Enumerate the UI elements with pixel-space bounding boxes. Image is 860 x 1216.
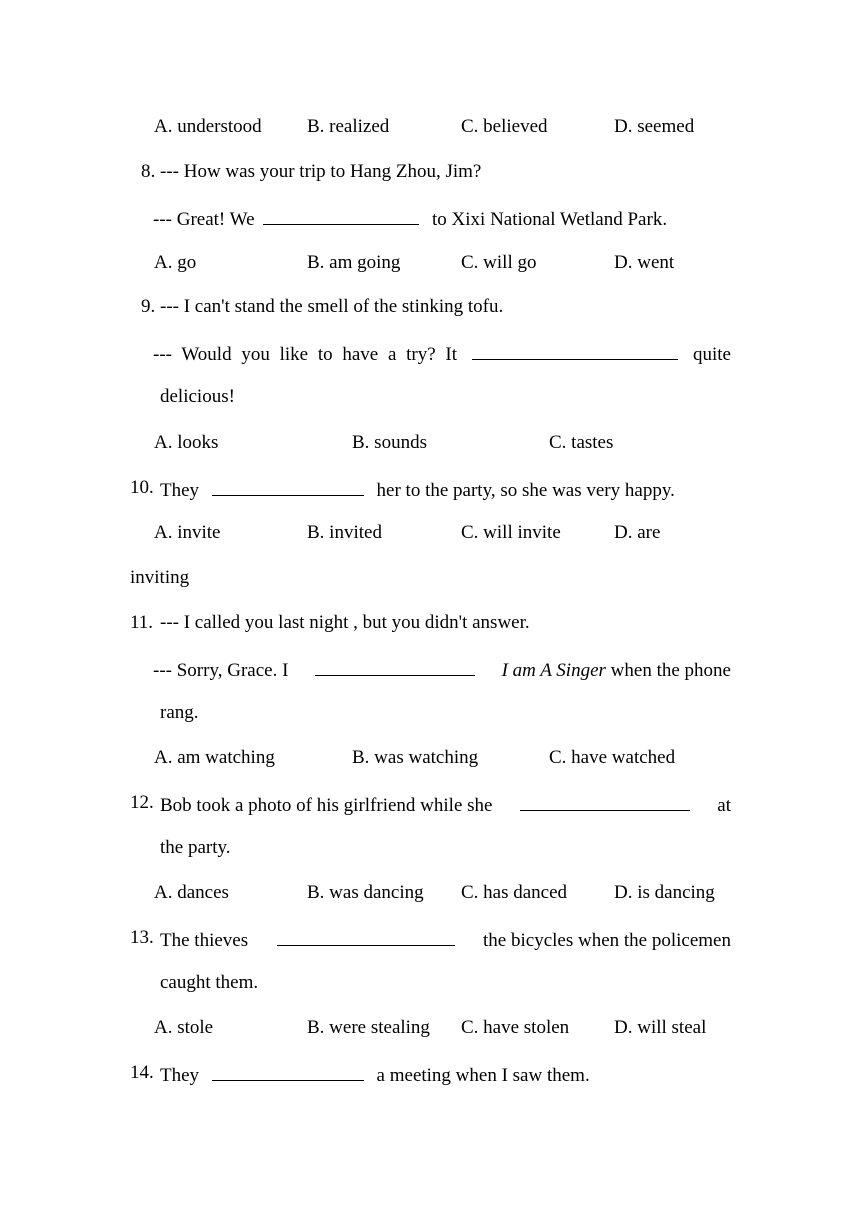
q9-reply-after: quite: [692, 344, 731, 365]
q9-reply-before: --- Would you like to have a try? It: [153, 344, 458, 365]
q13-option-c: C. have stolen: [461, 1017, 570, 1038]
q9-option-b: B. sounds: [352, 432, 427, 453]
q7-option-c: C. believed: [461, 116, 548, 137]
q7-option-d: D. seemed: [614, 116, 695, 137]
q9-question: 9. --- I can't stand the smell of the stinking tofu.: [141, 296, 504, 317]
q7-option-b: B. realized: [307, 116, 390, 137]
q13-before: The thieves: [160, 930, 249, 951]
q10-answer-blank[interactable]: [212, 477, 364, 496]
q8-reply: [153, 206, 667, 231]
q9-reply-continued: delicious!: [160, 386, 235, 407]
q13-number: 13.: [130, 927, 154, 948]
q8-reply-after: to Xixi National Wetland Park.: [432, 209, 668, 230]
q11-reply: [153, 657, 731, 682]
q13-sentence: [160, 927, 731, 952]
q14-before: They: [160, 1065, 200, 1086]
q12-continued: the party.: [160, 837, 231, 858]
q9-option-c: C. tastes: [549, 432, 614, 453]
q14-sentence: [160, 1062, 590, 1087]
q14-number: 14.: [130, 1062, 154, 1083]
q13-option-a: A. stole: [154, 1017, 214, 1038]
q12-number: 12.: [130, 792, 154, 813]
q11-reply-before: --- Sorry, Grace. I: [153, 660, 289, 681]
q11-reply-after: when the phone: [610, 660, 731, 681]
q9-option-a: A. looks: [154, 432, 219, 453]
q10-option-c: C. will invite: [461, 522, 561, 543]
q9-answer-blank[interactable]: [472, 341, 678, 360]
q12-option-c: C. has danced: [461, 882, 568, 903]
q11-option-c: C. have watched: [549, 747, 676, 768]
q8-answer-blank[interactable]: [263, 206, 419, 225]
q10-option-b: B. invited: [307, 522, 382, 543]
q12-after: at: [717, 795, 731, 816]
q13-after: the bicycles when the policemen: [483, 930, 731, 951]
q11-question: --- I called you last night , but you didn't answer.: [160, 612, 530, 633]
q10-sentence: [160, 477, 675, 502]
q11-show-title: I am A Singer: [501, 660, 606, 681]
q10-number: 10.: [130, 477, 154, 498]
q9-reply: [153, 341, 731, 366]
q12-option-d: D. is dancing: [614, 882, 715, 903]
q8-option-a: A. go: [154, 252, 197, 273]
q8-option-b: B. am going: [307, 252, 401, 273]
q11-answer-blank[interactable]: [315, 657, 475, 676]
q8-option-d: D. went: [614, 252, 675, 273]
q14-after: a meeting when I saw them.: [376, 1065, 590, 1086]
q13-continued: caught them.: [160, 972, 259, 993]
q8-reply-before: --- Great! We: [153, 209, 255, 230]
q12-option-b: B. was dancing: [307, 882, 424, 903]
q10-after: her to the party, so she was very happy.: [376, 480, 675, 501]
q11-option-b: B. was watching: [352, 747, 479, 768]
q11-reply-continued: rang.: [160, 702, 199, 723]
q12-before: Bob took a photo of his girlfriend while she: [160, 795, 493, 816]
q11-option-a: A. am watching: [154, 747, 275, 768]
q8-option-c: C. will go: [461, 252, 537, 273]
q10-option-a: A. invite: [154, 522, 221, 543]
q10-option-d: D. are: [614, 522, 661, 543]
q7-option-a: A. understood: [154, 116, 262, 137]
q13-answer-blank[interactable]: [277, 927, 455, 946]
q11-number: 11.: [130, 612, 154, 633]
q12-sentence: [160, 792, 731, 817]
q13-option-b: B. were stealing: [307, 1017, 430, 1038]
q11-reply-tail: [502, 660, 731, 682]
q12-answer-blank[interactable]: [520, 792, 690, 811]
q12-option-a: A. dances: [154, 882, 229, 903]
q10-before: They: [160, 480, 200, 501]
q13-option-d: D. will steal: [614, 1017, 707, 1038]
q8-question: 8. --- How was your trip to Hang Zhou, Jim?: [141, 161, 482, 182]
q14-answer-blank[interactable]: [212, 1062, 364, 1081]
q10-option-d-wrap: inviting: [130, 567, 190, 588]
